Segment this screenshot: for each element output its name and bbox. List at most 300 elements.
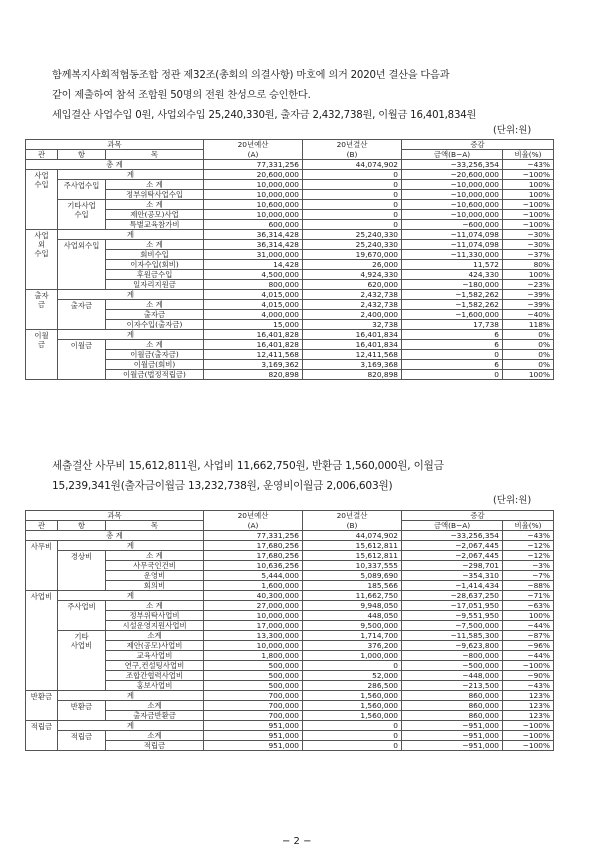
row-budget: 820,898: [204, 370, 303, 380]
row-budget: 700,000: [204, 701, 303, 711]
table-row: [26, 681, 554, 691]
row-ratio: −40%: [503, 310, 554, 320]
category-cell: 사업비: [26, 591, 58, 691]
table-row: [26, 280, 554, 290]
table-row: [26, 300, 554, 310]
header-budget-sub: (A): [204, 521, 303, 531]
row-budget: 36,314,428: [204, 230, 303, 240]
subcategory-cell: 반환금: [58, 701, 106, 721]
row-label: 후원금수입: [106, 270, 204, 280]
row-settle: 26,000: [303, 260, 402, 270]
row-amount: −11,585,300: [402, 631, 503, 641]
header-budget: 20년예산: [204, 140, 303, 150]
row-label: 계: [58, 170, 204, 180]
row-ratio: −12%: [503, 551, 554, 561]
header-settle: 20년결산: [303, 511, 402, 521]
row-amount: −298,701: [402, 561, 503, 571]
category-cell: 출자 금: [26, 290, 58, 330]
subcategory-cell: 주사업비: [58, 601, 106, 631]
subcategory-cell: 기타 사업비: [58, 631, 106, 691]
row-ratio: −100%: [503, 210, 554, 220]
row-budget: 800,000: [204, 280, 303, 290]
expense-unit: (단위:원): [493, 495, 532, 506]
row-budget: 36,314,428: [204, 240, 303, 250]
header-gwan: 관: [26, 521, 58, 531]
table-row: [26, 250, 554, 260]
row-ratio: 80%: [503, 260, 554, 270]
total-row: [26, 160, 554, 170]
subcategory-cell: 이월금: [58, 340, 106, 380]
header-hang: 항: [58, 521, 106, 531]
row-budget: 20,600,000: [204, 170, 303, 180]
row-ratio: 100%: [503, 180, 554, 190]
total-settle: 44,074,902: [303, 160, 402, 170]
row-label: 조합간협력사업비: [106, 671, 204, 681]
row-ratio: −100%: [503, 661, 554, 671]
expense-summary-line-2: 15,239,341원(출자금이월금 13,232,738원, 운영비이월금 2,006,603원): [52, 480, 393, 492]
row-settle: 2,432,738: [303, 290, 402, 300]
row-label: 이월금(법정적립금): [106, 370, 204, 380]
row-label: 홍보사업비: [106, 681, 204, 691]
row-ratio: −100%: [503, 731, 554, 741]
table-row: [26, 661, 554, 671]
row-ratio: −3%: [503, 561, 554, 571]
row-budget: 17,000,000: [204, 621, 303, 631]
row-settle: 16,401,834: [303, 340, 402, 350]
header-row: [26, 150, 554, 160]
row-settle: 0: [303, 200, 402, 210]
total-ratio: −43%: [503, 531, 554, 541]
row-settle: 3,169,368: [303, 360, 402, 370]
row-amount: −10,000,000: [402, 210, 503, 220]
table-row: [26, 721, 554, 731]
row-budget: 40,300,000: [204, 591, 303, 601]
row-ratio: 123%: [503, 711, 554, 721]
category-cell: 이월 금: [26, 330, 58, 380]
subcategory-cell: 적립금: [58, 731, 106, 751]
header-mok: 목: [106, 521, 204, 531]
category-cell: 반환금: [26, 691, 58, 721]
subcategory-cell: 기타사업 수입: [58, 200, 106, 230]
row-settle: 9,948,050: [303, 601, 402, 611]
row-amount: 860,000: [402, 691, 503, 701]
page-number: − 2 −: [282, 836, 312, 847]
row-ratio: −30%: [503, 230, 554, 240]
row-amount: 6: [402, 360, 503, 370]
category-cell: 사무비: [26, 541, 58, 591]
header-row: [26, 140, 554, 150]
row-amount: −9,551,950: [402, 611, 503, 621]
row-amount: −7,500,000: [402, 621, 503, 631]
table-row: [26, 270, 554, 280]
row-settle: 11,662,750: [303, 591, 402, 601]
header-ratio: 비율(%): [503, 521, 554, 531]
row-label: 특별교육참가비: [106, 220, 204, 230]
row-label: 시설운영지원사업비: [106, 621, 204, 631]
header-settle-sub: (B): [303, 150, 402, 160]
row-budget: 951,000: [204, 741, 303, 751]
row-settle: 25,240,330: [303, 240, 402, 250]
row-amount: −1,582,262: [402, 300, 503, 310]
row-settle: 2,432,738: [303, 300, 402, 310]
total-row: [26, 531, 554, 541]
table-row: [26, 551, 554, 561]
row-settle: 0: [303, 721, 402, 731]
row-settle: 15,612,811: [303, 551, 402, 561]
row-budget: 500,000: [204, 661, 303, 671]
row-amount: −448,000: [402, 671, 503, 681]
row-amount: −800,000: [402, 651, 503, 661]
expense-summary-line-1: 세출결산 사무비 15,612,811원, 사업비 11,662,750원, 반환금 1,560,000원, 이월금: [52, 460, 444, 472]
row-settle: 12,411,568: [303, 350, 402, 360]
row-budget: 16,401,828: [204, 340, 303, 350]
row-amount: 6: [402, 340, 503, 350]
table-row: [26, 711, 554, 721]
row-label: 소 계: [106, 551, 204, 561]
total-budget: 77,331,256: [204, 531, 303, 541]
row-budget: 13,300,000: [204, 631, 303, 641]
row-ratio: −100%: [503, 170, 554, 180]
row-budget: 700,000: [204, 711, 303, 721]
table-row: [26, 611, 554, 621]
row-budget: 14,428: [204, 260, 303, 270]
row-settle: 9,500,000: [303, 621, 402, 631]
table-row: [26, 591, 554, 601]
row-ratio: 123%: [503, 691, 554, 701]
category-cell: 사업 수입: [26, 170, 58, 230]
row-budget: 1,600,000: [204, 581, 303, 591]
header-ratio: 비율(%): [503, 150, 554, 160]
row-settle: 286,500: [303, 681, 402, 691]
row-budget: 17,680,256: [204, 551, 303, 561]
total-settle: 44,074,902: [303, 531, 402, 541]
row-label: 소계: [106, 731, 204, 741]
row-label: 소계: [106, 631, 204, 641]
row-label: 계: [58, 691, 204, 701]
row-settle: 25,240,330: [303, 230, 402, 240]
row-label: 소 계: [106, 340, 204, 350]
row-budget: 10,000,000: [204, 641, 303, 651]
row-label: 계: [58, 230, 204, 240]
row-label: 사무국인건비: [106, 561, 204, 571]
row-budget: 4,015,000: [204, 290, 303, 300]
header-mok: 목: [106, 150, 204, 160]
row-settle: 0: [303, 190, 402, 200]
row-amount: −951,000: [402, 741, 503, 751]
row-amount: 0: [402, 350, 503, 360]
row-amount: −1,582,262: [402, 290, 503, 300]
row-label: 제안(공모)사업비: [106, 641, 204, 651]
row-budget: 12,411,568: [204, 350, 303, 360]
table-row: [26, 571, 554, 581]
row-budget: 5,444,000: [204, 571, 303, 581]
row-label: 계: [58, 541, 204, 551]
row-settle: 19,670,000: [303, 250, 402, 260]
row-label: 교육사업비: [106, 651, 204, 661]
header-amount: 금액(B−A): [402, 521, 503, 531]
row-ratio: −100%: [503, 721, 554, 731]
row-amount: −500,000: [402, 661, 503, 671]
row-settle: 1,560,000: [303, 691, 402, 701]
row-ratio: −71%: [503, 591, 554, 601]
row-settle: 52,000: [303, 671, 402, 681]
row-settle: 620,000: [303, 280, 402, 290]
row-amount: 6: [402, 330, 503, 340]
row-label: 연구,컨설팅사업비: [106, 661, 204, 671]
header-change: 증감: [402, 140, 554, 150]
table-row: [26, 310, 554, 320]
table-row: [26, 290, 554, 300]
row-ratio: 100%: [503, 611, 554, 621]
row-amount: −11,074,098: [402, 240, 503, 250]
row-ratio: −100%: [503, 220, 554, 230]
row-ratio: 0%: [503, 360, 554, 370]
row-ratio: −39%: [503, 290, 554, 300]
table-row: [26, 260, 554, 270]
row-settle: 0: [303, 661, 402, 671]
row-ratio: 118%: [503, 320, 554, 330]
row-budget: 10,000,000: [204, 210, 303, 220]
row-amount: 860,000: [402, 711, 503, 721]
row-label: 정부위탁사업비: [106, 611, 204, 621]
table-row: [26, 320, 554, 330]
row-budget: 4,015,000: [204, 300, 303, 310]
row-label: 소 계: [106, 300, 204, 310]
row-ratio: −39%: [503, 300, 554, 310]
row-amount: −11,330,000: [402, 250, 503, 260]
row-label: 회의비: [106, 581, 204, 591]
row-ratio: −7%: [503, 571, 554, 581]
row-ratio: −12%: [503, 541, 554, 551]
row-amount: −28,637,250: [402, 591, 503, 601]
row-budget: 10,600,000: [204, 200, 303, 210]
table-row: [26, 240, 554, 250]
row-settle: 10,337,555: [303, 561, 402, 571]
row-budget: 10,000,000: [204, 190, 303, 200]
row-amount: −2,067,445: [402, 551, 503, 561]
expense-table: [25, 510, 554, 751]
category-cell: 사업 외 수입: [26, 230, 58, 290]
row-ratio: −96%: [503, 641, 554, 651]
row-amount: −213,500: [402, 681, 503, 691]
row-label: 계: [58, 330, 204, 340]
income-table: [25, 139, 554, 380]
row-settle: 376,200: [303, 641, 402, 651]
row-ratio: −87%: [503, 631, 554, 641]
table-row: [26, 230, 554, 240]
table-row: [26, 581, 554, 591]
row-amount: 11,572: [402, 260, 503, 270]
subcategory-cell: 주사업수입: [58, 180, 106, 200]
total-ratio: −43%: [503, 160, 554, 170]
header-hang: 항: [58, 150, 106, 160]
row-settle: 2,400,000: [303, 310, 402, 320]
row-amount: −10,600,000: [402, 200, 503, 210]
row-settle: 32,738: [303, 320, 402, 330]
row-budget: 500,000: [204, 681, 303, 691]
row-amount: −951,000: [402, 721, 503, 731]
row-ratio: −30%: [503, 240, 554, 250]
table-row: [26, 170, 554, 180]
table-row: [26, 741, 554, 751]
row-budget: 27,000,000: [204, 601, 303, 611]
subcategory-cell: 출자금: [58, 300, 106, 330]
row-label: 출자금반환금: [106, 711, 204, 721]
row-settle: 4,924,330: [303, 270, 402, 280]
row-budget: 17,680,256: [204, 541, 303, 551]
row-settle: 448,050: [303, 611, 402, 621]
row-settle: 0: [303, 220, 402, 230]
total-amount: −33,256,354: [402, 531, 503, 541]
row-label: 소계: [106, 701, 204, 711]
table-row: [26, 731, 554, 741]
row-budget: 1,800,000: [204, 651, 303, 661]
row-budget: 500,000: [204, 671, 303, 681]
header-budget: 20년예산: [204, 511, 303, 521]
row-amount: 17,738: [402, 320, 503, 330]
row-budget: 10,636,256: [204, 561, 303, 571]
subcategory-cell: 사업외수입: [58, 240, 106, 290]
row-ratio: −88%: [503, 581, 554, 591]
income-summary: 세입결산 사업수입 0원, 사업외수입 25,240,330원, 출자금 2,432,738원, 이월금 16,401,834원: [52, 110, 477, 121]
row-budget: 31,000,000: [204, 250, 303, 260]
table-row: [26, 701, 554, 711]
header-budget-sub: (A): [204, 150, 303, 160]
row-settle: 1,560,000: [303, 701, 402, 711]
table-row: [26, 561, 554, 571]
table-row: [26, 350, 554, 360]
table-row: [26, 340, 554, 350]
row-amount: −354,310: [402, 571, 503, 581]
row-label: 소 계: [106, 180, 204, 190]
row-budget: 4,000,000: [204, 310, 303, 320]
header-settle: 20년결산: [303, 140, 402, 150]
total-label: 총 계: [26, 531, 204, 541]
table-row: [26, 210, 554, 220]
row-amount: −10,000,000: [402, 190, 503, 200]
row-settle: 1,560,000: [303, 711, 402, 721]
header-subject: 과목: [26, 140, 204, 150]
row-label: 소 계: [106, 601, 204, 611]
row-label: 계: [58, 721, 204, 731]
category-cell: 적립금: [26, 721, 58, 751]
row-label: 계: [58, 591, 204, 601]
row-budget: 4,500,000: [204, 270, 303, 280]
header-gwan: 관: [26, 150, 58, 160]
row-label: 이자수입(출자금): [106, 320, 204, 330]
row-settle: 15,612,811: [303, 541, 402, 551]
row-ratio: 100%: [503, 270, 554, 280]
header-subject: 과목: [26, 511, 204, 521]
row-amount: 424,330: [402, 270, 503, 280]
row-ratio: 0%: [503, 330, 554, 340]
row-ratio: −44%: [503, 651, 554, 661]
total-label: 총 계: [26, 160, 204, 170]
row-amount: −2,067,445: [402, 541, 503, 551]
row-settle: 185,566: [303, 581, 402, 591]
row-budget: 600,000: [204, 220, 303, 230]
row-ratio: −23%: [503, 280, 554, 290]
row-ratio: 100%: [503, 190, 554, 200]
row-amount: −10,000,000: [402, 180, 503, 190]
header-amount: 금액(B−A): [402, 150, 503, 160]
table-row: [26, 641, 554, 651]
row-label: 이자수입(회비): [106, 260, 204, 270]
header-settle-sub: (B): [303, 521, 402, 531]
row-amount: 860,000: [402, 701, 503, 711]
row-settle: 0: [303, 741, 402, 751]
row-label: 소 계: [106, 200, 204, 210]
table-row: [26, 691, 554, 701]
header-row: [26, 511, 554, 521]
table-row: [26, 330, 554, 340]
intro-line-1: 함께복지사회적협동조합 정관 제32조(총회의 의결사항) 마호에 의거 2020년 결산을 다음과: [52, 70, 450, 81]
row-budget: 951,000: [204, 721, 303, 731]
row-ratio: −100%: [503, 200, 554, 210]
row-amount: −180,000: [402, 280, 503, 290]
row-label: 이월금(출자금): [106, 350, 204, 360]
row-label: 이월금(회비): [106, 360, 204, 370]
row-settle: 1,000,000: [303, 651, 402, 661]
row-settle: 0: [303, 731, 402, 741]
row-settle: 5,089,690: [303, 571, 402, 581]
row-label: 제안(공모)사업: [106, 210, 204, 220]
row-ratio: 0%: [503, 340, 554, 350]
row-label: 출자금: [106, 310, 204, 320]
row-label: 적립금: [106, 741, 204, 751]
table-row: [26, 541, 554, 551]
table-row: [26, 671, 554, 681]
table-row: [26, 220, 554, 230]
row-settle: 0: [303, 210, 402, 220]
table-row: [26, 190, 554, 200]
row-label: 운영비: [106, 571, 204, 581]
row-ratio: −37%: [503, 250, 554, 260]
row-ratio: −100%: [503, 741, 554, 751]
row-budget: 700,000: [204, 691, 303, 701]
row-amount: −1,600,000: [402, 310, 503, 320]
table-row: [26, 631, 554, 641]
row-amount: −17,051,950: [402, 601, 503, 611]
row-ratio: 100%: [503, 370, 554, 380]
row-ratio: 123%: [503, 701, 554, 711]
row-amount: 0: [402, 370, 503, 380]
intro-line-2: 같이 제출하여 참석 조합원 50명의 전원 찬성으로 승인한다.: [52, 90, 311, 101]
row-budget: 15,000: [204, 320, 303, 330]
row-budget: 10,000,000: [204, 180, 303, 190]
row-ratio: −63%: [503, 601, 554, 611]
row-label: 회비수입: [106, 250, 204, 260]
row-ratio: −43%: [503, 681, 554, 691]
row-amount: −9,623,800: [402, 641, 503, 651]
row-budget: 3,169,362: [204, 360, 303, 370]
row-settle: 16,401,834: [303, 330, 402, 340]
total-budget: 77,331,256: [204, 160, 303, 170]
row-settle: 1,714,700: [303, 631, 402, 641]
row-amount: −1,414,434: [402, 581, 503, 591]
row-settle: 820,898: [303, 370, 402, 380]
row-ratio: −44%: [503, 621, 554, 631]
subcategory-cell: 경상비: [58, 551, 106, 591]
row-amount: −600,000: [402, 220, 503, 230]
row-ratio: −90%: [503, 671, 554, 681]
row-settle: 0: [303, 170, 402, 180]
total-amount: −33,256,354: [402, 160, 503, 170]
table-row: [26, 360, 554, 370]
table-row: [26, 601, 554, 611]
header-row: [26, 521, 554, 531]
row-label: 정부위탁사업수입: [106, 190, 204, 200]
